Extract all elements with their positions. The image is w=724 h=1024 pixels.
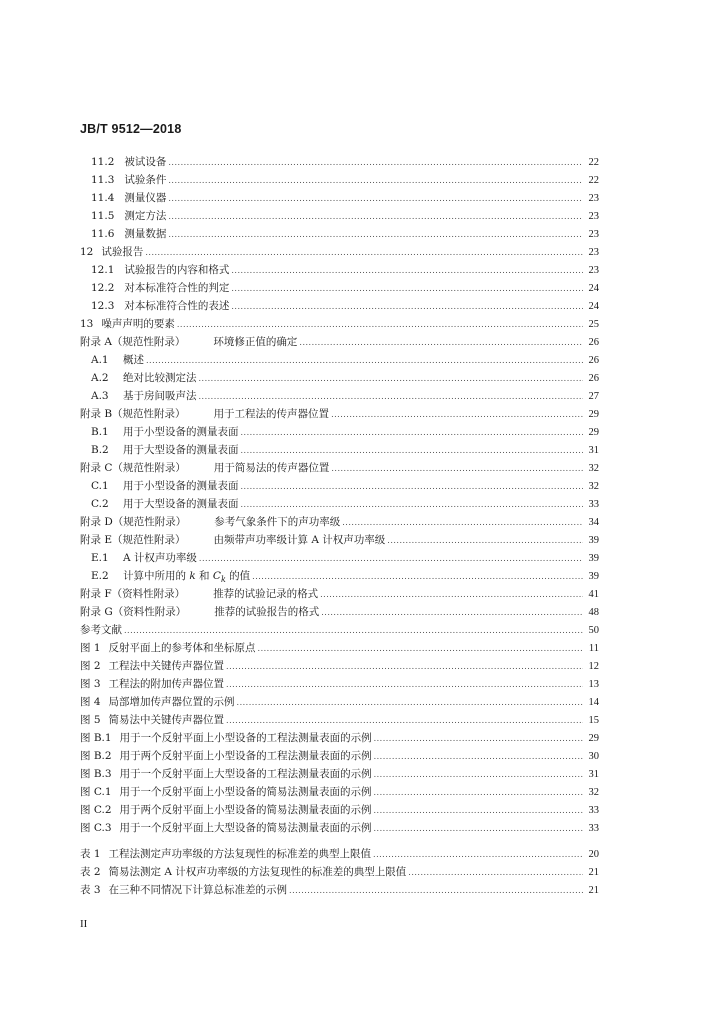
toc-entry[interactable] — [80, 513, 599, 531]
leader-dots — [146, 352, 583, 370]
toc-entry[interactable] — [80, 207, 599, 225]
leader-dots — [241, 478, 584, 496]
toc-entry-page: 26 — [588, 373, 599, 384]
toc-entry-label: 计算中所用的 k 和 $C_k$ 的值 — [123, 570, 251, 585]
toc-entry[interactable] — [80, 279, 599, 297]
leader-dots — [168, 172, 583, 190]
toc-entry-page: 30 — [588, 751, 599, 762]
toc-entry-page: 23 — [588, 211, 599, 222]
toc-entry-number: 图 5 — [80, 714, 101, 726]
toc-entry-page: 25 — [588, 319, 599, 330]
toc-entry-label: 工程法中关键传声器位置 — [108, 660, 225, 672]
table-of-contents — [80, 153, 599, 639]
toc-entry-label: 简易法测定 A 计权声功率级的方法复现性的标准差的典型上限值 — [108, 866, 407, 878]
toc-entry-label: 用于大型设备的测量表面 — [123, 444, 239, 456]
leader-dots — [237, 694, 583, 712]
toc-entry-number: 附录 E（规范性附录） — [80, 534, 186, 546]
toc-entry[interactable] — [80, 693, 599, 711]
toc-entry-page: 39 — [588, 571, 599, 582]
toc-entry[interactable] — [80, 171, 599, 189]
toc-entry-page: 22 — [588, 175, 599, 186]
toc-entry[interactable] — [80, 243, 599, 261]
toc-entry-page: 31 — [588, 445, 599, 456]
toc-entry[interactable] — [80, 189, 599, 207]
toc-entry-number: 附录 C（规范性附录） — [80, 462, 186, 474]
leader-dots — [168, 190, 583, 208]
toc-entry[interactable] — [80, 863, 599, 881]
toc-entry-number: B.1 — [91, 426, 109, 438]
toc-entry-label: 用于两个反射平面上小型设备的简易法测量表面的示例 — [119, 804, 372, 816]
toc-entry-number: C.1 — [91, 480, 109, 492]
toc-entry-page: 12 — [588, 661, 599, 672]
toc-entry[interactable] — [80, 495, 599, 513]
toc-entry[interactable] — [80, 441, 599, 459]
leader-dots — [241, 424, 584, 442]
toc-entry-number: 12.1 — [91, 264, 115, 276]
toc-entry-page: 24 — [588, 301, 599, 312]
toc-entry-number: 12.2 — [91, 282, 115, 294]
list-of-tables — [80, 845, 599, 899]
toc-entry[interactable] — [80, 567, 599, 585]
toc-entry-label: 工程法测定声功率级的方法复现性的标准差的典型上限值 — [108, 848, 372, 860]
toc-entry-page: 21 — [588, 867, 599, 878]
toc-entry-number: 12 — [80, 246, 94, 258]
toc-entry-page: 22 — [588, 157, 599, 168]
leader-dots — [374, 802, 583, 820]
toc-entry-page: 26 — [588, 337, 599, 348]
toc-entry[interactable] — [80, 351, 599, 369]
toc-entry[interactable] — [80, 711, 599, 729]
leader-dots — [299, 334, 583, 352]
toc-entry-page: 26 — [588, 355, 599, 366]
toc-entry-label: 用于一个反射平面上小型设备的工程法测量表面的示例 — [119, 732, 372, 744]
toc-entry-page: 14 — [588, 697, 599, 708]
toc-entry-number: 附录 B（规范性附录） — [80, 408, 186, 420]
toc-entry-number: E.2 — [91, 570, 109, 582]
document-code: JB/T 9512—2018 — [80, 122, 182, 136]
leader-dots — [374, 748, 583, 766]
toc-entry-number: 附录 A（规范性附录） — [80, 336, 186, 348]
toc-entry-number: 图 4 — [80, 696, 101, 708]
toc-entry-number: 11.4 — [91, 192, 115, 204]
leader-dots — [342, 514, 583, 532]
toc-entry[interactable] — [80, 369, 599, 387]
toc-entry-label: 用于小型设备的测量表面 — [123, 480, 239, 492]
toc-entry[interactable] — [80, 801, 599, 819]
toc-entry-page: 11 — [588, 643, 599, 654]
toc-entry-number: E.1 — [91, 552, 109, 564]
toc-entry-number: A.1 — [91, 354, 109, 366]
toc-entry-number: B.2 — [91, 444, 109, 456]
toc-entry-number: 图 C.1 — [80, 786, 112, 798]
toc-entry-number: 图 C.2 — [80, 804, 112, 816]
toc-entry-label: 用于一个反射平面上大型设备的工程法测量表面的示例 — [119, 768, 372, 780]
leader-dots — [374, 784, 583, 802]
toc-entry[interactable] — [80, 819, 599, 837]
leader-dots — [289, 882, 583, 900]
toc-entry-page: 41 — [588, 589, 599, 600]
toc-entry-label: 用于一个反射平面上小型设备的简易法测量表面的示例 — [119, 786, 372, 798]
toc-entry-page: 23 — [588, 193, 599, 204]
toc-entry-label: 由频带声功率级计算 A 计权声功率级 — [213, 534, 386, 546]
toc-entry[interactable] — [80, 603, 599, 621]
toc-entry-page: 27 — [588, 391, 599, 402]
leader-dots — [258, 640, 583, 658]
toc-entry-number: 图 B.3 — [80, 768, 112, 780]
leader-dots — [168, 226, 583, 244]
toc-entry-number: 表 2 — [80, 866, 101, 878]
toc-entry-page: 32 — [588, 787, 599, 798]
toc-entry[interactable] — [80, 657, 599, 675]
toc-entry[interactable] — [80, 621, 599, 639]
toc-entry-label: 局部增加传声器位置的示例 — [108, 696, 235, 708]
leader-dots — [145, 244, 583, 262]
toc-entry-page: 23 — [588, 229, 599, 240]
leader-dots — [199, 550, 583, 568]
toc-entry-page: 23 — [588, 247, 599, 258]
toc-entry-page: 50 — [588, 625, 599, 636]
toc-entry-page: 29 — [588, 427, 599, 438]
toc-entry-page: 31 — [588, 769, 599, 780]
toc-entry-number: 图 C.3 — [80, 822, 112, 834]
toc-entry-label: 试验条件 — [124, 174, 167, 186]
toc-entry[interactable] — [80, 783, 599, 801]
list-of-figures — [80, 639, 599, 837]
leader-dots — [226, 658, 583, 676]
leader-dots — [408, 864, 583, 882]
toc-entry-label: 参考气象条件下的声功率级 — [214, 516, 341, 528]
leader-dots — [241, 496, 584, 514]
toc-entry-page: 32 — [588, 481, 599, 492]
leader-dots — [331, 460, 583, 478]
toc-entry-label: 环境修正值的确定 — [213, 336, 298, 348]
toc-entry[interactable] — [80, 585, 599, 603]
toc-entry[interactable] — [80, 423, 599, 441]
toc-entry-label: 试验报告的内容和格式 — [124, 264, 230, 276]
toc-entry-label: 测量数据 — [124, 228, 167, 240]
toc-entry[interactable] — [80, 477, 599, 495]
toc-entry-number: A.2 — [91, 372, 109, 384]
toc-entry-page: 29 — [588, 733, 599, 744]
toc-entry-number: 图 B.1 — [80, 732, 112, 744]
toc-entry-number: 图 1 — [80, 642, 101, 654]
leader-dots — [226, 676, 583, 694]
toc-entry-label: A 计权声功率级 — [123, 552, 197, 564]
leader-dots — [226, 712, 583, 730]
leader-dots — [321, 604, 583, 622]
toc-entry-label: 用于简易法的传声器位置 — [213, 462, 330, 474]
toc-entry-page: 33 — [588, 823, 599, 834]
toc-entry-page: 15 — [588, 715, 599, 726]
toc-entry[interactable] — [80, 639, 599, 657]
toc-entry[interactable] — [80, 729, 599, 747]
leader-dots — [320, 586, 583, 604]
toc-entry-number: 图 B.2 — [80, 750, 112, 762]
toc-entry[interactable] — [80, 225, 599, 243]
toc-entry-label: 推荐的试验报告的格式 — [214, 606, 320, 618]
toc-entry-page: 29 — [588, 409, 599, 420]
toc-entry-label: 测定方法 — [124, 210, 167, 222]
toc-entry[interactable] — [80, 747, 599, 765]
toc-entry-page: 39 — [588, 535, 599, 546]
toc-entry-page: 32 — [588, 463, 599, 474]
toc-entry-number: C.2 — [91, 498, 109, 510]
toc-entry-page: 33 — [588, 499, 599, 510]
toc-entry-number: 11.6 — [91, 228, 115, 240]
toc-entry-label: 测量仪器 — [124, 192, 167, 204]
toc-entry[interactable] — [80, 549, 599, 567]
toc-entry-number: 图 2 — [80, 660, 101, 672]
toc-entry-number: 附录 F（资料性附录） — [80, 588, 186, 600]
toc-entry-number: 附录 G（资料性附录） — [80, 606, 187, 618]
toc-entry[interactable] — [80, 845, 599, 863]
toc-entry-page: 13 — [588, 679, 599, 690]
leader-dots — [252, 568, 583, 586]
toc-entry-label: 用于一个反射平面上大型设备的简易法测量表面的示例 — [119, 822, 372, 834]
toc-entry-label: 用于工程法的传声器位置 — [213, 408, 330, 420]
toc-entry[interactable] — [80, 387, 599, 405]
toc-entry-label: 工程法的附加传声器位置 — [108, 678, 225, 690]
leader-dots — [374, 766, 583, 784]
toc-entry[interactable] — [80, 881, 599, 899]
toc-entry-label: 对本标准符合性的表述 — [124, 300, 230, 312]
toc-entry-page: 20 — [588, 849, 599, 860]
leader-dots — [231, 262, 583, 280]
toc-entry-page: 33 — [588, 805, 599, 816]
toc-entry-label: 简易法中关键传声器位置 — [108, 714, 225, 726]
toc-entry[interactable] — [80, 297, 599, 315]
leader-dots — [177, 316, 583, 334]
toc-entry-number: 11.3 — [91, 174, 115, 186]
leader-dots — [374, 820, 583, 838]
leader-dots — [199, 370, 584, 388]
toc-entry[interactable] — [80, 675, 599, 693]
toc-entry-page: 23 — [588, 265, 599, 276]
toc-entry-page: 48 — [588, 607, 599, 618]
leader-dots — [374, 730, 583, 748]
leader-dots — [231, 298, 583, 316]
toc-entry-label: 试验报告 — [101, 246, 144, 258]
toc-entry[interactable] — [80, 765, 599, 783]
toc-entry-label: 在三种不同情况下计算总标准差的示例 — [108, 884, 288, 896]
toc-entry-label: 推荐的试验记录的格式 — [213, 588, 319, 600]
toc-entry-number: 13 — [80, 318, 94, 330]
toc-entry-label: 基于房间吸声法 — [123, 390, 197, 402]
toc-entry[interactable] — [80, 459, 599, 477]
toc-entry-number: 11.5 — [91, 210, 115, 222]
toc-entry-number: 表 3 — [80, 884, 101, 896]
toc-entry-number: A.3 — [91, 390, 109, 402]
toc-entry-label: 用于两个反射平面上小型设备的工程法测量表面的示例 — [119, 750, 372, 762]
toc-entry[interactable] — [80, 261, 599, 279]
leader-dots — [168, 154, 583, 172]
toc-entry-page: 21 — [588, 885, 599, 896]
leader-dots — [373, 846, 583, 864]
toc-entry-label: 噪声声明的要素 — [101, 318, 175, 330]
toc-entry-number: 11.2 — [91, 156, 115, 168]
toc-entry-label: 参考文献 — [80, 624, 122, 636]
leader-dots — [387, 532, 583, 550]
toc-entry-label: 对本标准符合性的判定 — [124, 282, 230, 294]
toc-entry[interactable] — [80, 405, 599, 423]
toc-entry-page: 24 — [588, 283, 599, 294]
page-number: II — [80, 918, 88, 930]
toc-entry[interactable] — [80, 333, 599, 351]
toc-entry-page: 39 — [588, 553, 599, 564]
leader-dots — [199, 388, 584, 406]
toc-entry-number: 表 1 — [80, 848, 101, 860]
toc-entry-label: 反射平面上的参考体和坐标原点 — [108, 642, 256, 654]
toc-entry-label: 被试设备 — [124, 156, 167, 168]
toc-entry[interactable] — [80, 531, 599, 549]
toc-entry-label: 概述 — [123, 354, 144, 366]
toc-entry-label: 用于小型设备的测量表面 — [123, 426, 239, 438]
toc-entry[interactable] — [80, 153, 599, 171]
leader-dots — [231, 280, 583, 298]
leader-dots — [168, 208, 583, 226]
leader-dots — [331, 406, 583, 424]
toc-entry-page: 34 — [588, 517, 599, 528]
toc-entry[interactable] — [80, 315, 599, 333]
leader-dots — [124, 622, 583, 640]
leader-dots — [241, 442, 584, 460]
toc-entry-number: 12.3 — [91, 300, 115, 312]
toc-entry-label: 绝对比较测定法 — [123, 372, 197, 384]
toc-entry-number: 图 3 — [80, 678, 101, 690]
toc-entry-label: 用于大型设备的测量表面 — [123, 498, 239, 510]
toc-entry-number: 附录 D（规范性附录） — [80, 516, 187, 528]
